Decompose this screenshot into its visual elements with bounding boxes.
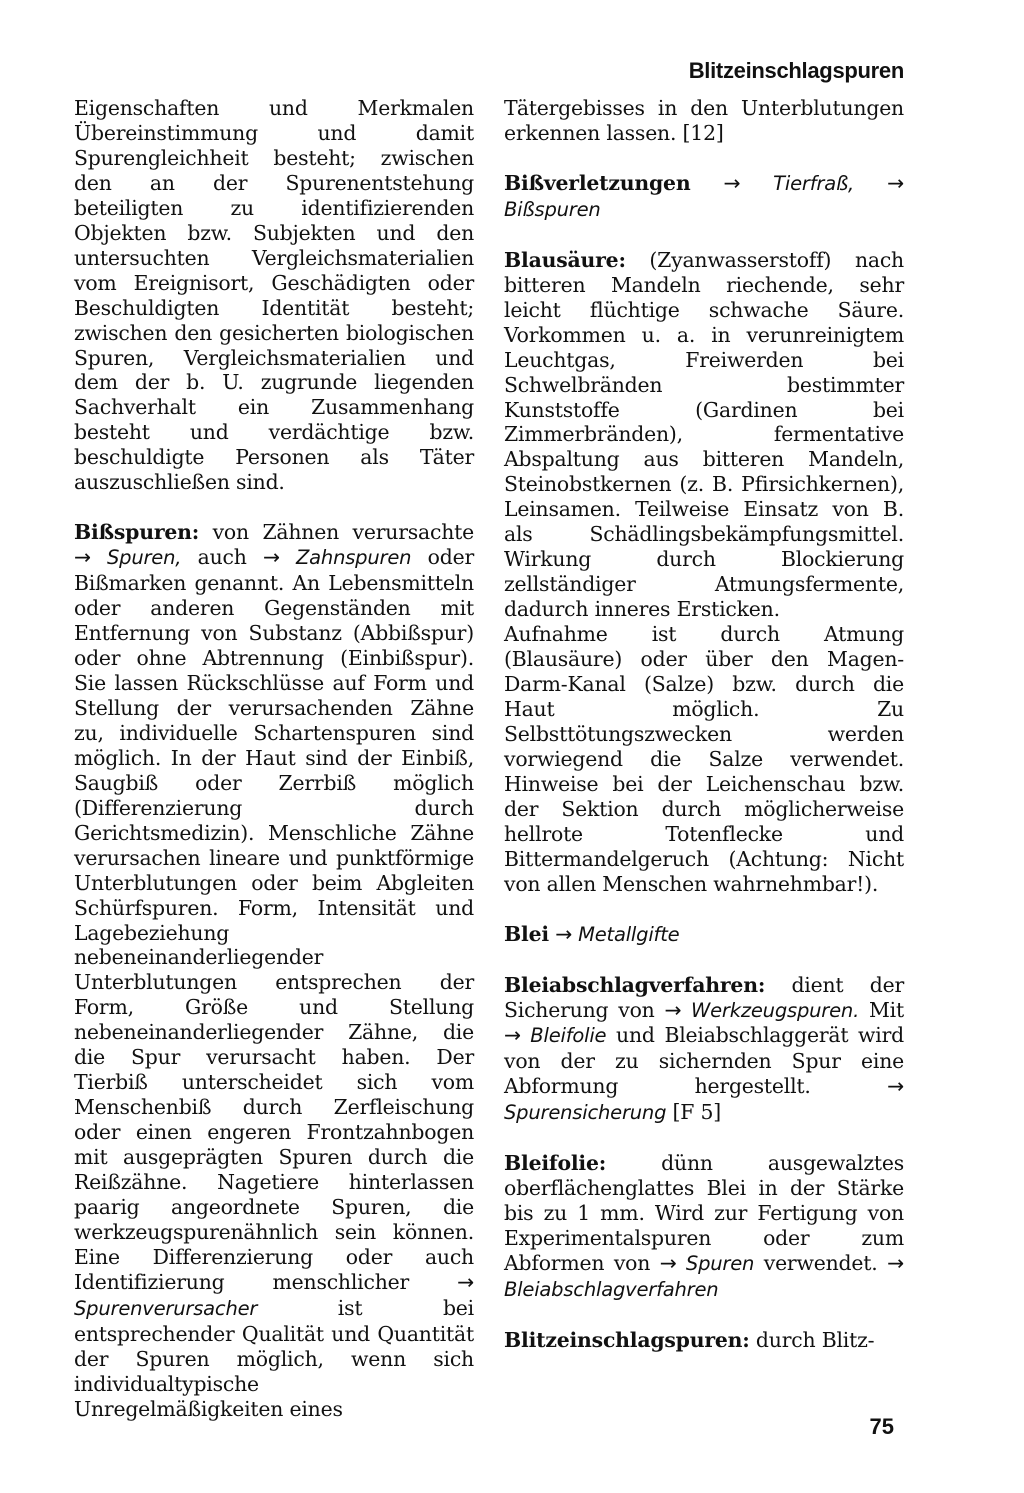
entry-text: ist bei entsprechender Qualität und Quantität der Spuren möglich, wenn sich individualtypische Unregelmäßigkeiten eines <box>74 1295 474 1421</box>
entry-text: Mit <box>859 997 904 1022</box>
entry-text: durch Blitz- <box>749 1327 875 1352</box>
entry-blitzeinschlagspuren <box>504 1328 904 1353</box>
entry-term: Bleiabschlagverfahren: <box>504 972 766 997</box>
entry-text: (Zyanwasserstoff) nach bitteren Mandeln riechende, sehr leicht flüchtige schwache Säure. Vorkommen u. a. in verunreinigtem Leuchtgas, Freiwerden bei Schwelbränden bestimmter Kunststoffe (Gardinen bei Zimmerbränden), fermentative Abspaltung aus bitteren Mandeln, Steinobstkernen (z. B. Pfirsichkernen), Leinsamen. Teilweise Einsatz von B. als Schädlingsbekämpfungsmittel. Wirkung durch Blockierung zellständiger Atmungsfermente, dadurch inneres Ersticken. <box>504 247 904 622</box>
entry-bleifolie <box>504 1151 904 1303</box>
cross-reference: Spurensicherung <box>504 1101 667 1125</box>
entry-text: oder Bißmarken genannt. An Lebensmitteln oder anderen Gegenständen mit Entfernung von Substanz (Abbißspur) oder ohne Abtrennung (Einbißspur). Sie lassen Rückschlüsse auf Form und Stellung der verursachenden Zähne zu, individuelle Schartenspuren sind möglich. In der Haut sind der Einbiß, Saugbiß oder Zerrbiß möglich (Differenzierung durch Gerichtsmedizin). Menschliche Zähne verursachen lineare und punktförmige Unterblutungen oder beim Abgleiten Schürfspuren. Form, Intensität und Lagebeziehung nebeneinanderliegender Unterblutungen entsprechen der Form, Größe und Stellung nebeneinanderliegender Zähne, die die Spur verursacht haben. Der Tierbiß unterscheidet sich vom Menschenbiß durch Zerfleischung oder einen engeren Frontzahnbogen mit ausgeprägten Spuren durch die Reißzähne. Nagetiere hinterlassen paarig angeordnete Spuren, die werkzeugspurenähnlich sein können. Eine Differenzierung oder auch Identifizierung menschlicher <box>74 545 474 1294</box>
arrow-icon: → <box>664 997 682 1022</box>
arrow-icon: → <box>263 545 280 570</box>
right-column <box>504 96 904 1378</box>
cross-reference: Bleifolie <box>520 1024 607 1048</box>
entry-text: dünn ausgewalztes oberflächenglattes Blei in der Stärke bis zu 1 mm. Wird zur Fertigung von Experimentalspuren oder zum Abformen von <box>504 1151 904 1276</box>
page-number: 75 <box>869 1414 894 1439</box>
cross-reference: Bißspuren <box>504 197 601 221</box>
entry-text: auch <box>181 545 264 570</box>
entry-term: Bißverletzungen <box>504 170 691 195</box>
entry-bleiabschlagverfahren <box>504 973 904 1127</box>
running-head: Blitzeinschlagspuren <box>688 58 904 83</box>
left-column <box>74 96 474 1422</box>
entry-bissverletzungen <box>504 171 904 223</box>
entry-text: verwendet. <box>754 1251 888 1276</box>
entry-blausaeure-continued <box>504 622 904 896</box>
entry-text: von Zähnen verursachte <box>199 520 474 545</box>
entry-term: Bißspuren: <box>74 520 200 545</box>
entry-text: [F 5] <box>666 1100 722 1125</box>
cross-reference: Spurenverursacher <box>74 1296 258 1320</box>
cross-reference: Werkzeugspuren. <box>681 998 860 1022</box>
entry-bissspuren <box>74 520 474 1421</box>
entry-text: dient der Sicherung von <box>504 972 904 1022</box>
cross-reference: Zahnspuren <box>279 546 412 570</box>
arrow-icon: → <box>457 1269 474 1294</box>
entry-continuation: Eigenschaften und Merkmalen Übereinstimmung und damit Spurengleichheit besteht; zwischen den an der Spurenentstehung beteiligten zu identifizierenden Objekten bzw. Subjekten und den untersuchten Vergleichsmaterialien vom Ereignisort, Geschädigten oder Beschuldigten Identität besteht; zwischen den gesicherten biologischen Spuren, Vergleichsmaterialien und dem der b. U. zugrunde liegenden Sachverhalt ein Zusammenhang besteht und verdächtige bzw. beschuldigte Personen als Täter auszuschließen sind. <box>74 96 474 495</box>
arrow-icon: → <box>887 1074 904 1099</box>
cross-reference: Tierfraß, <box>740 171 855 195</box>
arrow-icon: → <box>887 170 904 195</box>
entry-term: Bleifolie: <box>504 1151 607 1176</box>
arrow-icon: → <box>555 921 573 946</box>
cross-reference: Spuren <box>676 1252 755 1276</box>
cross-reference: Spuren, <box>90 546 182 570</box>
arrow-icon: → <box>74 545 91 570</box>
cross-reference: Bleiabschlagverfahren <box>504 1278 719 1302</box>
entry-term: Blitzeinschlagspuren: <box>504 1327 750 1352</box>
entry-blausaeure <box>504 248 904 622</box>
arrow-icon: → <box>504 1023 521 1048</box>
entry-continuation: Tätergebisses in den Unterblutungen erkennen lassen. [12] <box>504 96 904 145</box>
cross-reference: Metallgifte <box>572 922 680 946</box>
arrow-icon: → <box>723 170 741 195</box>
entry-text: und Bleiabschlaggerät wird von der zu sichernden Spur eine Abformung hergestellt. <box>504 1023 904 1099</box>
arrow-icon: → <box>887 1251 904 1276</box>
entry-blei <box>504 922 904 948</box>
entry-term: Blausäure: <box>504 247 626 272</box>
entry-term: Blei <box>504 921 549 946</box>
arrow-icon: → <box>659 1251 677 1276</box>
entry-text: Aufnahme ist durch Atmung (Blausäure) oder über den Magen-Darm-Kanal (Salze) bzw. durch die Haut möglich. Zu Selbsttötungszwecken werden vorwiegend die Salze verwendet. Hinweise bei der Leichenschau bzw. der Sektion durch möglicherweise hellrote Totenflecke und Bittermandelgeruch (Achtung: Nicht von allen Menschen wahrnehmbar!). <box>504 622 904 896</box>
